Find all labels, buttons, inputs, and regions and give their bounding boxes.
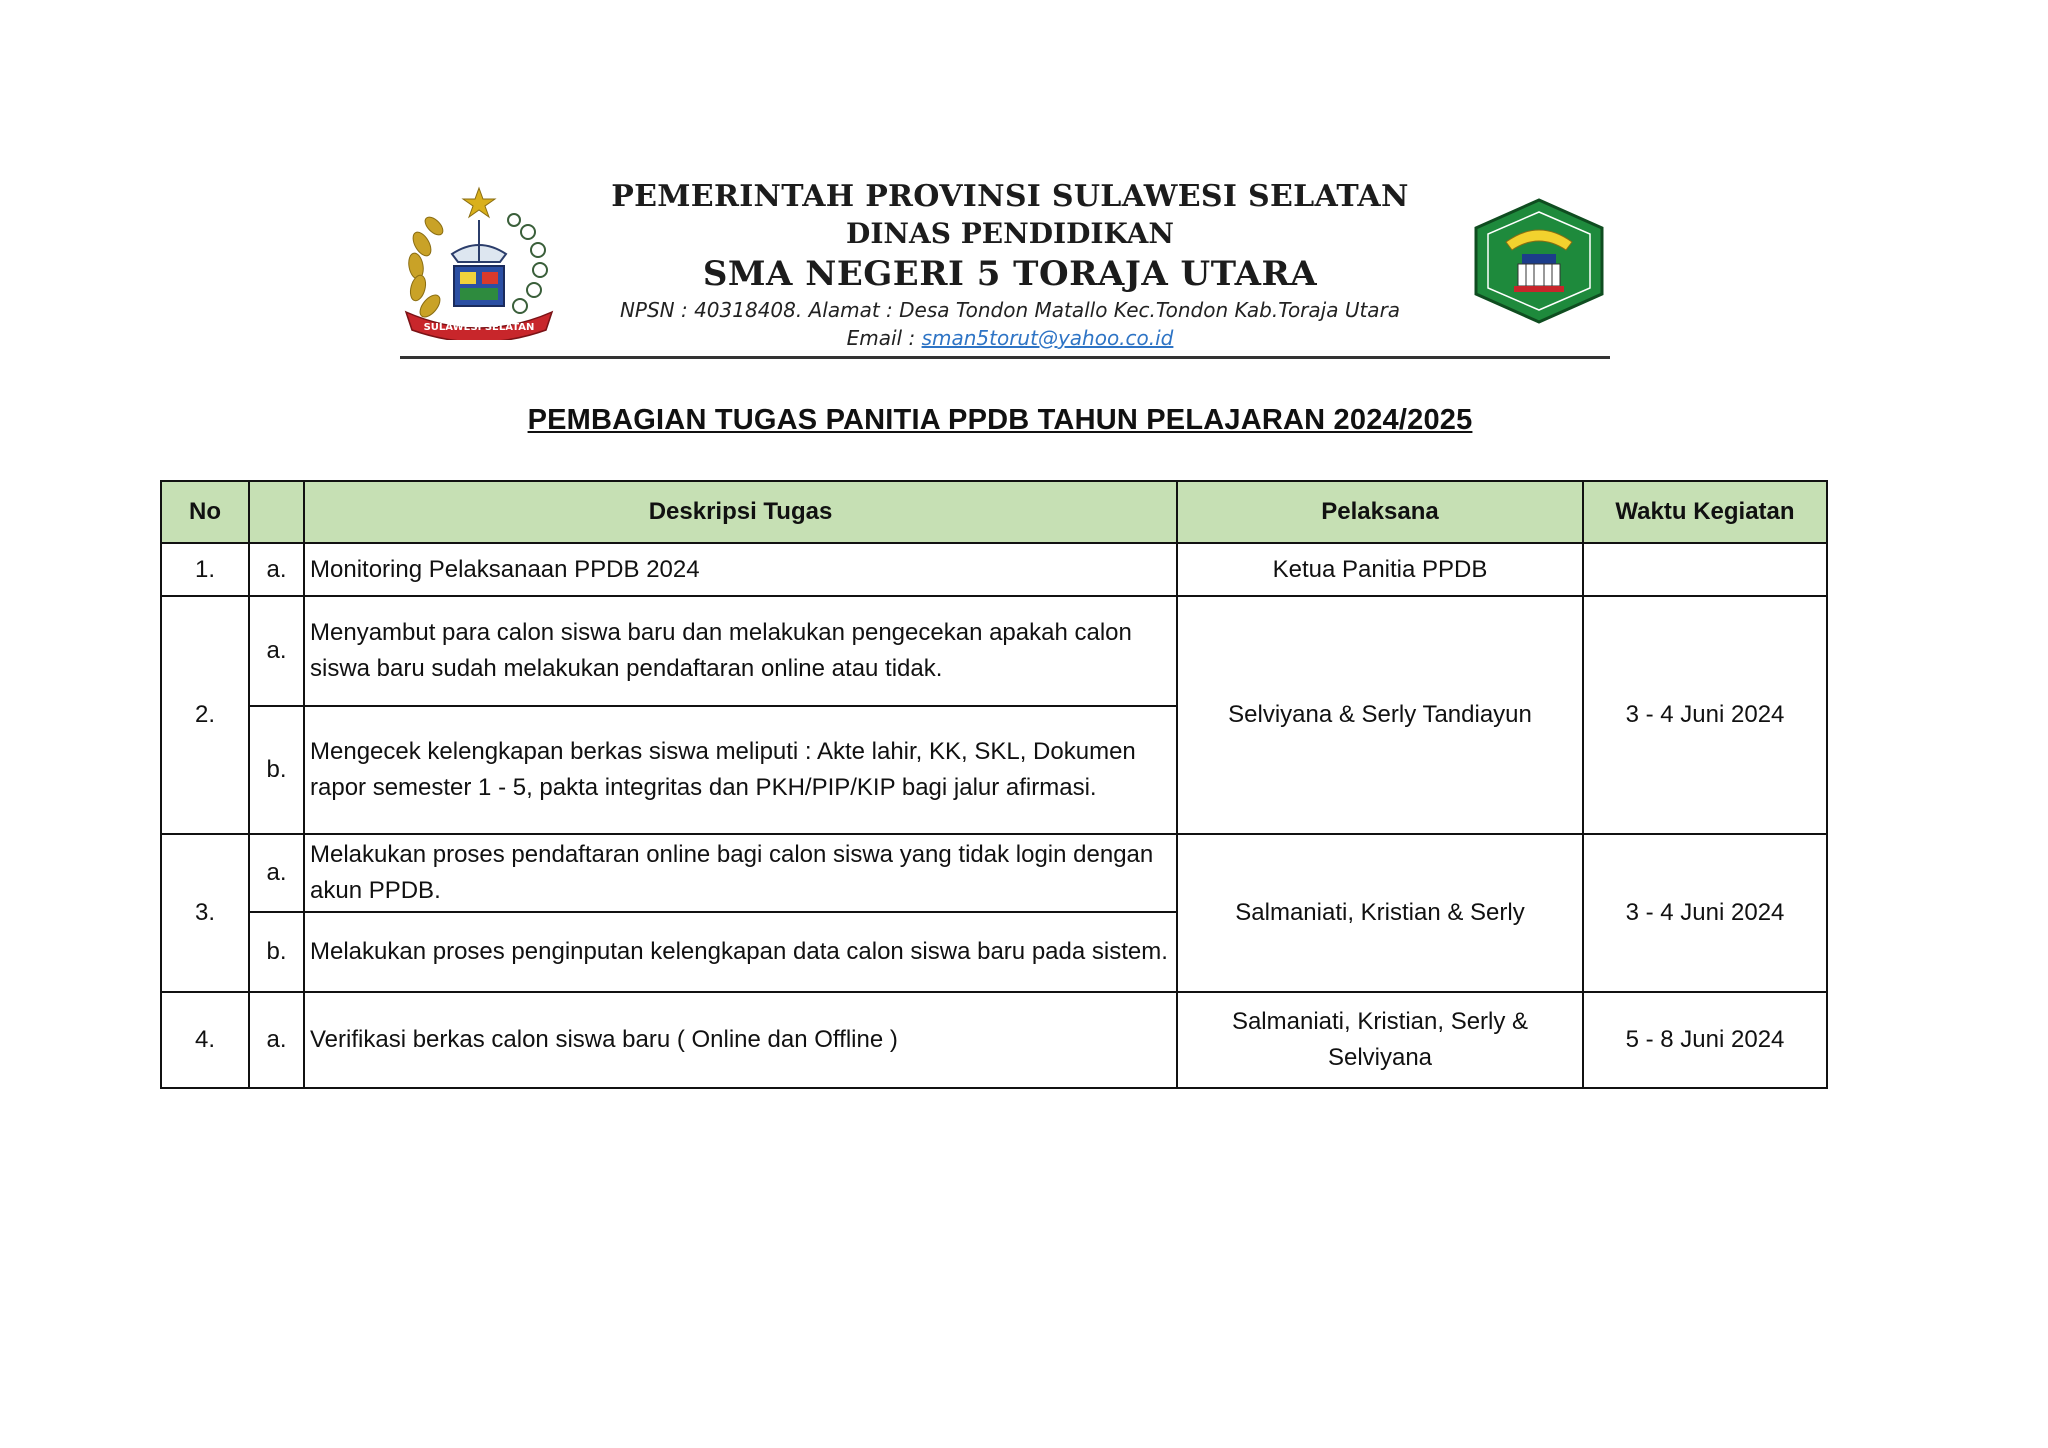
task-pelaksana: Salmaniati, Kristian, Serly & Selviyana bbox=[1177, 992, 1583, 1088]
header-waktu: Waktu Kegiatan bbox=[1583, 481, 1827, 543]
task-description: Melakukan proses pendaftaran online bagi calon siswa yang tidak login dengan akun PPDB. bbox=[304, 834, 1177, 912]
task-description: Mengecek kelengkapan berkas siswa meliputi : Akte lahir, KK, SKL, Dokumen rapor semester 1 - 5, pakta integritas dan PKH/PIP/KIP bagi jalur afirmasi. bbox=[304, 706, 1177, 834]
task-pelaksana: Salmaniati, Kristian & Serly bbox=[1177, 834, 1583, 992]
header-description: Deskripsi Tugas bbox=[304, 481, 1177, 543]
header-sub bbox=[249, 481, 304, 543]
letterhead-text bbox=[570, 178, 1450, 352]
row-sub-letter: a. bbox=[249, 596, 304, 706]
row-sub-letter: a. bbox=[249, 992, 304, 1088]
task-description: Melakukan proses penginputan kelengkapan data calon siswa baru pada sistem. bbox=[304, 912, 1177, 992]
header-pelaksana: Pelaksana bbox=[1177, 481, 1583, 543]
table-header-row bbox=[161, 481, 1827, 543]
task-waktu: 3 - 4 Juni 2024 bbox=[1583, 834, 1827, 992]
task-description: Verifikasi berkas calon siswa baru ( Online dan Offline ) bbox=[304, 992, 1177, 1088]
row-number: 2. bbox=[161, 596, 249, 834]
task-waktu bbox=[1583, 543, 1827, 596]
task-description: Menyambut para calon siswa baru dan melakukan pengecekan apakah calon siswa baru sudah melakukan pendaftaran online atau tidak. bbox=[304, 596, 1177, 706]
row-number: 4. bbox=[161, 992, 249, 1088]
row-number: 1. bbox=[161, 543, 249, 596]
letterhead bbox=[400, 178, 1610, 366]
task-pelaksana: Selviyana & Serly Tandiayun bbox=[1177, 596, 1583, 834]
row-sub-letter: a. bbox=[249, 834, 304, 912]
task-table bbox=[160, 480, 1828, 1089]
table-row bbox=[161, 834, 1827, 912]
task-pelaksana: Ketua Panitia PPDB bbox=[1177, 543, 1583, 596]
task-description: Monitoring Pelaksanaan PPDB 2024 bbox=[304, 543, 1177, 596]
kop-government: PEMERINTAH PROVINSI SULAWESI SELATAN bbox=[611, 179, 1409, 214]
kop-email-link[interactable]: sman5torut@yahoo.co.id bbox=[921, 326, 1174, 350]
document-title: PEMBAGIAN TUGAS PANITIA PPDB TAHUN PELAJARAN 2024/2025 bbox=[527, 404, 1473, 436]
table-row bbox=[161, 543, 1827, 596]
task-waktu: 3 - 4 Juni 2024 bbox=[1583, 596, 1827, 834]
kop-department: DINAS PENDIDIKAN bbox=[846, 217, 1174, 250]
row-sub-letter: b. bbox=[249, 912, 304, 992]
row-sub-letter: a. bbox=[249, 543, 304, 596]
kop-school-name: SMA NEGERI 5 TORAJA UTARA bbox=[702, 254, 1318, 294]
header-no: No bbox=[161, 481, 249, 543]
kop-email-line bbox=[570, 324, 1450, 352]
task-waktu: 5 - 8 Juni 2024 bbox=[1583, 992, 1827, 1088]
table-row bbox=[161, 596, 1827, 706]
sulawesi-selatan-emblem-icon bbox=[400, 184, 558, 340]
kop-email-label: Email : bbox=[846, 326, 922, 350]
letterhead-divider bbox=[400, 356, 1610, 359]
kop-address: NPSN : 40318408. Alamat : Desa Tondon Matallo Kec.Tondon Kab.Toraja Utara bbox=[619, 298, 1401, 322]
school-emblem-icon bbox=[1468, 198, 1610, 324]
row-sub-letter: b. bbox=[249, 706, 304, 834]
row-number: 3. bbox=[161, 834, 249, 992]
emblem-ribbon-text: SULAWESI SELATAN bbox=[423, 322, 535, 333]
table-row bbox=[161, 992, 1827, 1088]
